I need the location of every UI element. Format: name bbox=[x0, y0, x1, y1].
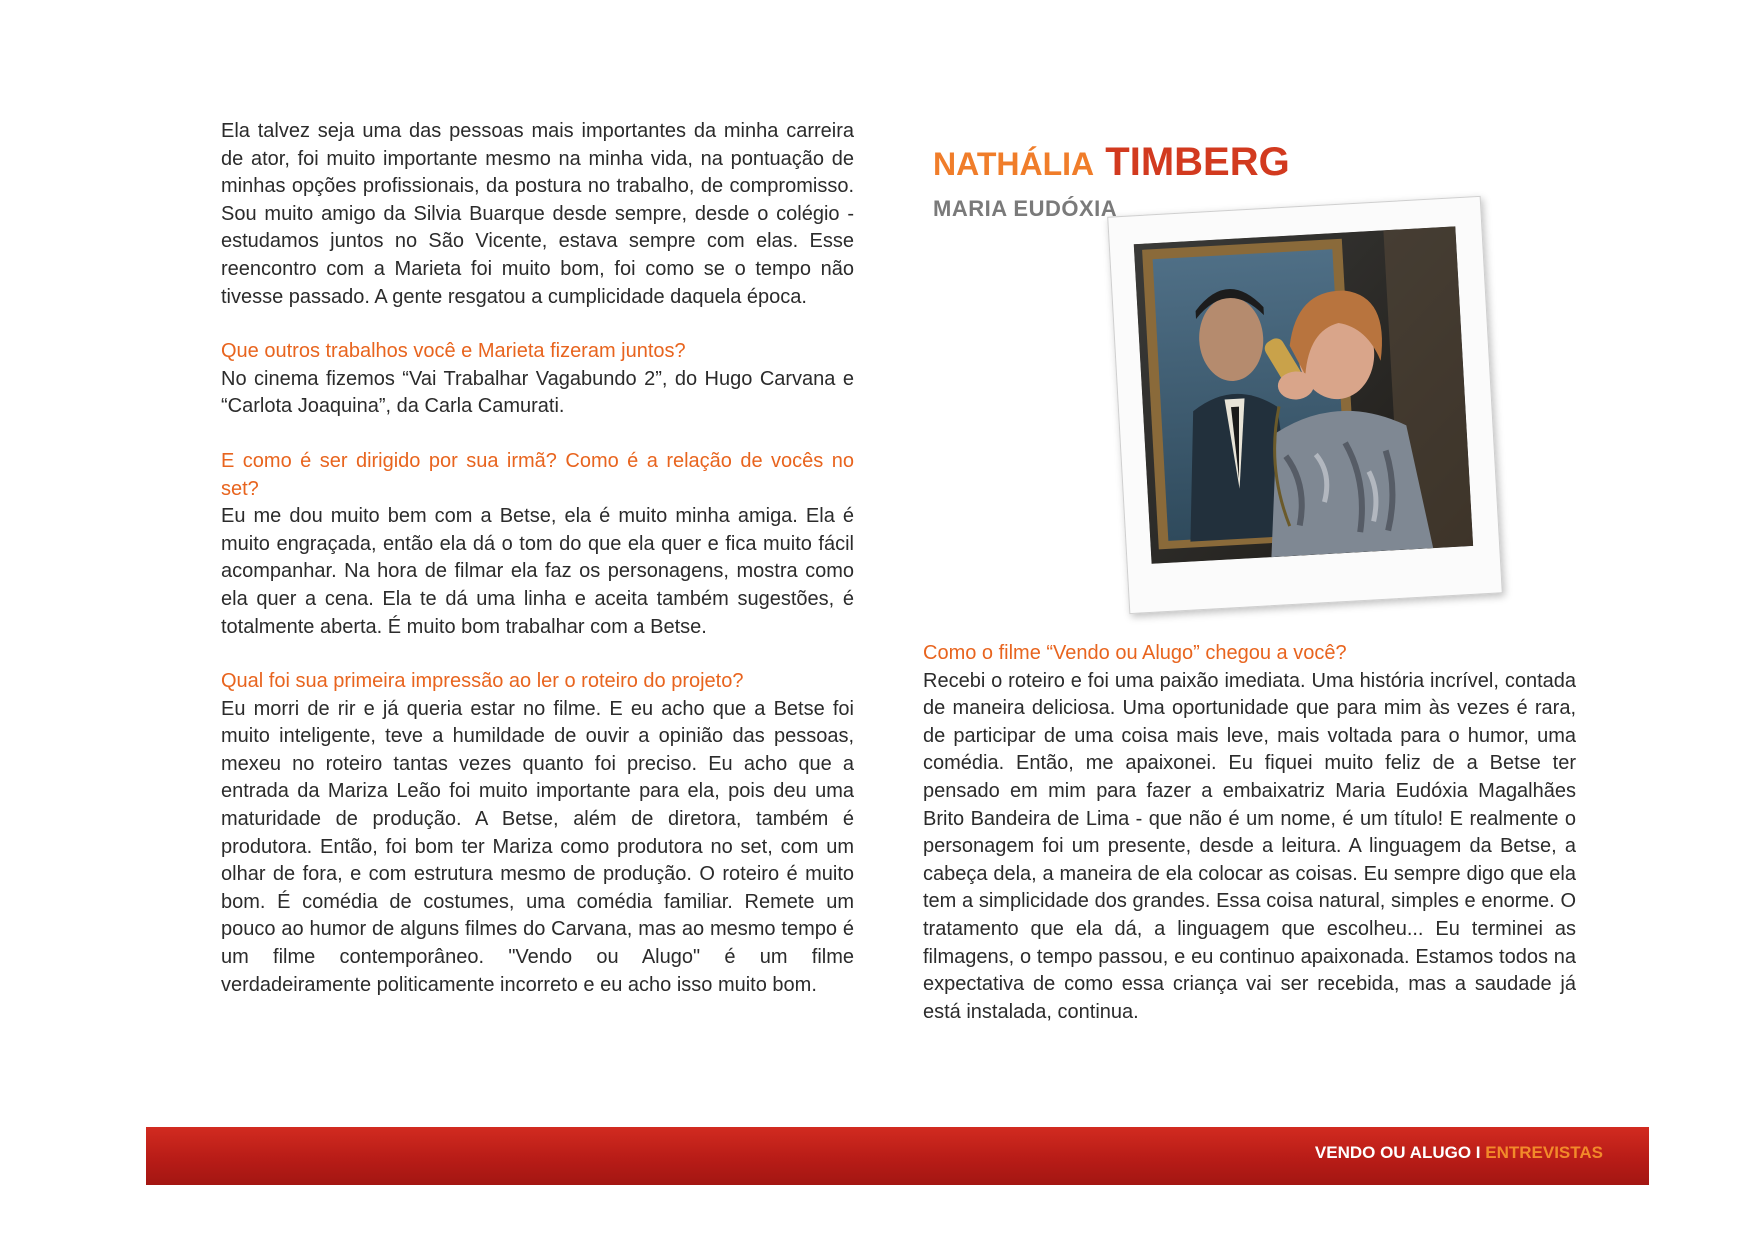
paragraph-intro: Ela talvez seja uma das pessoas mais importantes da minha carreira de ator, foi muito importante mesmo na minha vida, na pontuação de minhas opções profissionais, da postura no trabalho, de compromisso. Sou muito amigo da Silvia Buarque desde sempre, desde o colégio - estudamos juntos no São Vicente, estava sempre com elas. Esse reencontro com a Marieta foi muito bom, foi como se o tempo não tivesse passado. A gente resgatou a cumplicidade daquela época. bbox=[221, 120, 854, 308]
right-column bbox=[923, 640, 1576, 1026]
left-column bbox=[221, 118, 854, 999]
footer-bar bbox=[146, 1127, 1649, 1185]
footer-title: VENDO OU ALUGO bbox=[1314, 1143, 1472, 1162]
question-right-1: Como o filme “Vendo ou Alugo” chegou a você? bbox=[923, 642, 1347, 664]
answer-1: No cinema fizemos “Vai Trabalhar Vagabundo 2”, do Hugo Carvana e “Carlota Joaquina”, da Carla Camurati. bbox=[221, 367, 854, 418]
actor-name bbox=[933, 138, 1290, 188]
question-2: E como é ser dirigido por sua irmã? Como é a relação de vocês no set? bbox=[221, 449, 854, 500]
qa-block-1 bbox=[221, 338, 854, 421]
character-name: MARIA EUDÓXIA bbox=[933, 196, 1118, 221]
qa-block-3 bbox=[221, 668, 854, 999]
footer-separator: I bbox=[1471, 1143, 1486, 1162]
answer-3: Eu morri de rir e já queria estar no filme. E eu acho que a Betse foi muito inteligente, teve a humildade de ouvir a opinião das pessoas, mexeu no roteiro tantas vezes quanto foi preciso. Eu acho que a entrada da Mariza Leão foi muito importante para ela, pois deu uma maturidade de produção. A Betse, além de diretora, também é produtora. Então, foi bom ter Mariza como produtora no set, com um olhar de fora, e com estrutura mesmo de produção. O roteiro é muito bom. É comédia de costumes, uma comédia familiar. Remete um pouco ao humor de alguns filmes do Carvana, mas ao mesmo tempo é um filme contemporâneo. "Vendo ou Alugo" é um filme verdadeiramente politicamente incorreto e eu acho isso muito bom. bbox=[221, 697, 854, 996]
photo-frame bbox=[1107, 196, 1503, 614]
qa-block-2 bbox=[221, 448, 854, 641]
footer-label bbox=[1315, 1143, 1603, 1163]
actor-last-name: TIMBERG bbox=[1105, 140, 1290, 184]
answer-2: Eu me dou muito bem com a Betse, ela é muito minha amiga. Ela é muito engraçada, então ela dá o tom do que ela quer e fica muito fácil acompanhar. Na hora de filmar ela faz os personagens, mostra como ela quer a cena. Ela te dá uma linha e aceita também sugestões, é totalmente aberta. É muito bom trabalhar com a Betse. bbox=[221, 505, 854, 638]
qa-block-right-1 bbox=[923, 640, 1576, 1026]
actor-first-name: NATHÁLIA bbox=[933, 146, 1095, 182]
answer-right-1: Recebi o roteiro e foi uma paixão imediata. Uma história incrível, contada de maneira deliciosa. Uma oportunidade que para mim às vezes é rara, de participar de uma coisa mais leve, mais voltada para o humor, uma comédia. Então, me apaixonei. Eu fiquei muito feliz de a Betse ter pensado em mim para fazer a embaixatriz Maria Eudóxia Magalhães Brito Bandeira de Lima - que não é um nome, é um título! E realmente o personagem foi um presente, desde a leitura. A linguagem da Betse, a cabeça dela, a maneira de ela colocar as coisas. Eu sempre digo que ela tem a simplicidade dos grandes. Essa coisa natural, simples e enorme. O tratamento que ela dá, a linguagem que escolheu... Eu terminei as filmagens, o tempo passou, e eu continuo apaixonada. Estamos todos na expectativa de como essa criança vai ser recebida, mas a saudade já está instalada, continua. bbox=[923, 669, 1576, 1023]
question-3: Qual foi sua primeira impressão ao ler o roteiro do projeto? bbox=[221, 670, 744, 693]
footer-section: ENTREVISTAS bbox=[1485, 1143, 1603, 1162]
actress-photo bbox=[1134, 226, 1473, 563]
question-1: Que outros trabalhos você e Marieta fizeram juntos? bbox=[221, 340, 686, 363]
